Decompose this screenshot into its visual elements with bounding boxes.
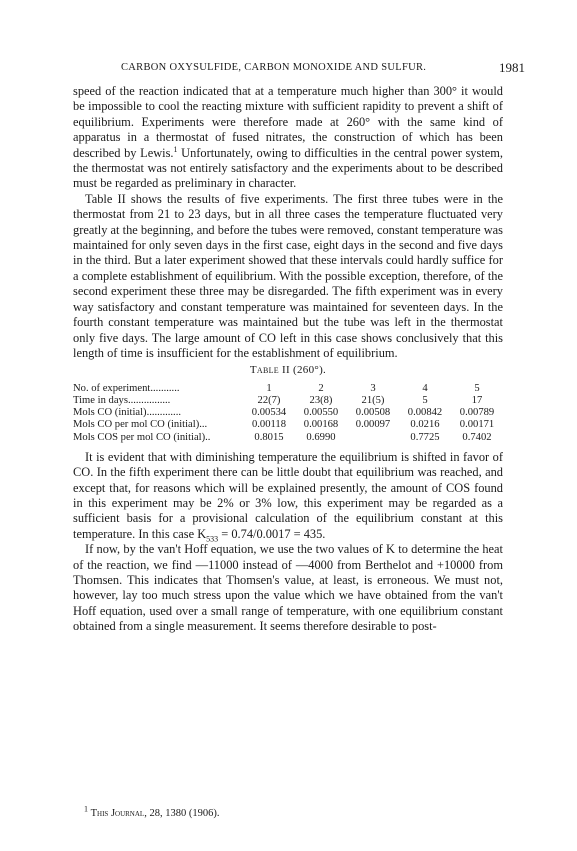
table-cell: 0.00168 [303,419,339,431]
table-row [73,383,503,395]
row-label: Mols CO per mol CO (initial)... [73,419,208,431]
table-cell: 4 [422,382,428,394]
table-caption-label: Table II [249,364,290,377]
paragraph-1 [73,84,503,192]
table-cell: 0.6990 [306,431,336,443]
footnote [84,804,220,819]
table-cell: 21(5) [361,394,385,406]
table-cell: 0.0216 [410,419,440,431]
table-cell: 1 [266,382,272,394]
running-title: CARBON OXYSULFIDE, CARBON MONOXIDE AND SULFUR. [121,62,427,73]
paragraph-1-continued: Unfortunately, owing to difficulties in the central power system, the thermostat was not entirely satisfactory and the experiments about to be described must be regarded as preliminary in character. [73,145,503,191]
page-number: 1981 [499,60,525,75]
table-row [73,407,503,419]
table-cell: 2 [318,382,324,394]
paragraph-2: Table II shows the results of five experiments. The first three tubes were in the thermostat from 21 to 23 days, but in all three cases the temperature fluctuated very greatly at the beginning, and before the tubes were removed, constant temperature was maintained for only seven days in the first case, eight days in the second and five days in the third. But a later experiment showed that these intervals could hardly suffice for a complete establishment of equilibrium. With the possible exception, therefore, of the second experiment these three may be disregarded. The fifth experiment was in every way satisfactory and constant temperature was maintained for seventeen days. In the fourth constant temperature was maintained but the tube was left in the thermostat only five days. The large amount of CO left in this case shows conclusively that this length of time is insufficient for the establishment of equilibrium. [73,191,503,360]
table-row [73,419,503,431]
table-caption-temp: (260°). [289,364,327,377]
footnote-journal: This Journal, [90,808,147,819]
table-cell: 0.00550 [303,407,339,419]
table-cell: 0.00118 [251,419,287,431]
table-cell: 0.8015 [254,431,284,443]
row-label: Time in days................ [73,394,171,406]
table-cell: 0.00842 [407,407,443,419]
table-cell: 0.00171 [459,419,495,431]
table-cell: 5 [474,382,480,394]
table-cell: 0.00789 [459,407,495,419]
footnote-citation: 28, 1380 (1906). [146,808,220,819]
table-cell: 3 [370,382,376,394]
table-cell: 17 [471,394,483,406]
table-cell: 0.00534 [251,407,287,419]
table-cell: 0.7402 [462,431,492,443]
row-label: Mols CO (initial)............. [73,407,181,419]
row-label: No. of experiment........... [73,382,180,394]
table-row [73,395,503,407]
footnote-marker: 1 [84,804,88,814]
k-subscript: 533 [206,534,219,544]
table-caption [73,363,503,378]
table-row [73,432,503,444]
row-label: Mols COS per mol CO (initial).. [73,431,211,443]
paragraph-3-equation: = 0.74/0.0017 = 435. [218,526,326,541]
paragraph-3-text: It is evident that with diminishing temperature the equilibrium is shifted in favor of CO. In the fifth experiment there can be little doubt that equilibrium was reached, and except that, for reasons which will be explained presently, the amount of COS found in this experiment may be 2% or 3% low, this experiment may be regarded as a sufficient basis for a provisional calculation of the equilibrium constant at this temperature. In this case K [73,449,503,541]
table-cell: 5 [422,394,428,406]
table-cell [347,432,399,444]
table-cell: 0.00508 [355,407,391,419]
table-cell: 22(7) [257,394,281,406]
table-cell: 23(8) [309,394,333,406]
results-table [73,383,503,444]
body-text [73,84,503,635]
table-cell: 0.7725 [410,431,440,443]
footnote-ref: 1 [173,144,178,154]
paragraph-1-text: speed of the reaction indicated that at a temperature much higher than 300° it would be impossible to cool the reacting mixture with sufficient rapidity to prevent a shift of equilibrium. Experiments were therefore made at 260° with the same kind of apparatus in a thermostat of fused nitrates, the construction of which has been described by Lewis. [73,84,503,160]
table-cell: 0.00097 [355,419,391,431]
paragraph-4: If now, by the van't Hoff equation, we use the two values of K to determine the heat of the reaction, we find —11000 instead of —4000 from Berthelot and +10000 from Thomsen. This indicates that Thomsen's value, at least, is erroneous. We must not, however, lay too much stress upon the value which we have obtained from the van't Hoff equation, used over a small range of temperature, with one equilibrium constant obtained from a single measurement. It seems therefore desirable to post- [73,542,503,634]
paragraph-3 [73,450,503,542]
